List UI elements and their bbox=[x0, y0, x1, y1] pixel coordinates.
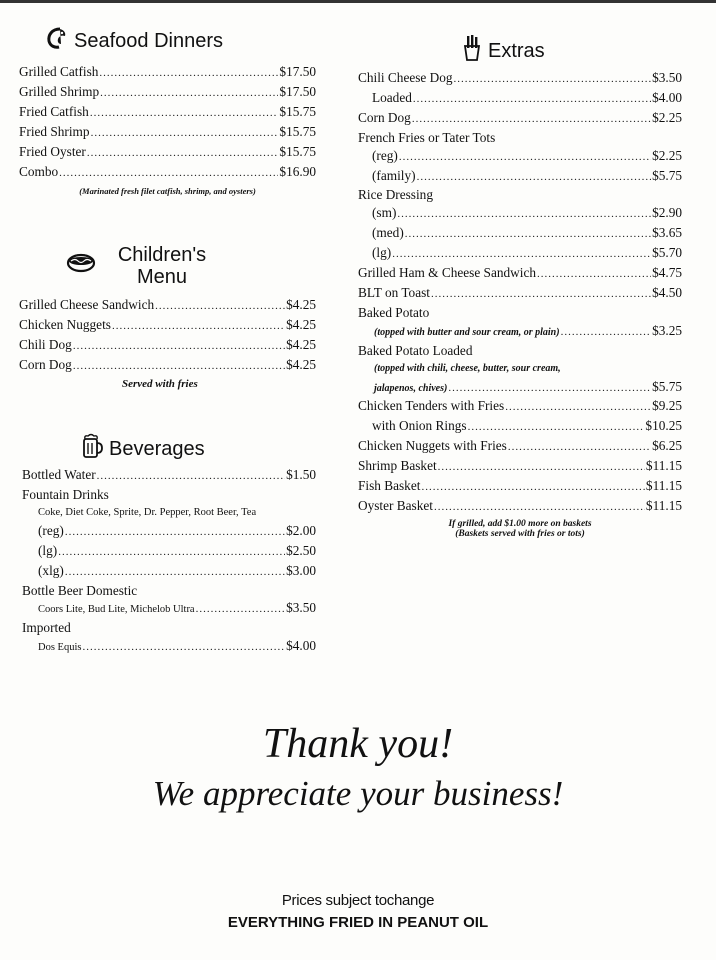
menu-item: (reg) ..... $2.25 bbox=[358, 147, 682, 167]
children-title-line2: Menu bbox=[136, 266, 188, 289]
rice-label: Rice Dressing bbox=[358, 187, 433, 203]
menu-item: Fried Oyster ..... $15.75 bbox=[19, 143, 316, 163]
seafood-header bbox=[46, 26, 316, 56]
menu-item: Chicken Nuggets ..... $4.25 bbox=[19, 316, 316, 336]
menu-item: with Onion Rings ..... $10.25 bbox=[358, 417, 682, 437]
beer-mug-icon bbox=[81, 433, 103, 465]
shrimp-icon bbox=[46, 26, 68, 56]
baked-loaded-label: Baked Potato Loaded bbox=[358, 342, 473, 358]
menu-item: Grilled Catfish ..... $17.50 bbox=[19, 63, 316, 83]
menu-item: (sm) ..... $2.90 bbox=[358, 204, 682, 224]
fountain-list: Coke, Diet Coke, Sprite, Dr. Pepper, Root Beer, Tea bbox=[38, 506, 257, 518]
menu-item: (lg) ..... $5.70 bbox=[358, 244, 682, 264]
menu-item: (family) ..... $5.75 bbox=[358, 167, 682, 187]
extras-title: Extras bbox=[488, 39, 545, 62]
menu-item: Corn Dog ..... $4.25 bbox=[19, 356, 316, 376]
menu-item: Chicken Tenders with Fries ..... $9.25 bbox=[358, 397, 682, 417]
menu-item: Chili Cheese Dog ..... $3.50 bbox=[358, 69, 682, 89]
extras-header bbox=[462, 36, 682, 66]
menu-item: (xlg) ..... $3.00 bbox=[22, 562, 316, 582]
menu-item: Shrimp Basket ..... $11.15 bbox=[358, 457, 682, 477]
fried-note: EVERYTHING FRIED IN PEANUT OIL bbox=[227, 914, 489, 931]
menu-item: (reg) ..... $2.00 bbox=[22, 522, 316, 542]
fountain-label: Fountain Drinks bbox=[22, 486, 109, 502]
prices-note: Prices subject tochange bbox=[281, 892, 435, 909]
imported-label: Imported bbox=[22, 620, 71, 636]
seafood-title: Seafood Dinners bbox=[74, 29, 223, 52]
menu-item: Loaded ..... $4.00 bbox=[358, 89, 682, 109]
menu-item: Combo ..... $16.90 bbox=[19, 163, 316, 183]
children-title-line1: Children's bbox=[117, 244, 207, 267]
beverages-title: Beverages bbox=[109, 437, 205, 460]
fries-icon bbox=[462, 35, 482, 67]
menu-item: Chicken Nuggets with Fries ..... $6.25 bbox=[358, 437, 682, 457]
menu-item: (topped with butter and sour cream, or plain) ..... $3.25 bbox=[358, 322, 682, 342]
hot-dog-icon bbox=[66, 250, 96, 279]
baskets-note-grilled: If grilled, add $1.00 more on baskets bbox=[448, 518, 592, 529]
children-note: Served with fries bbox=[122, 378, 198, 391]
menu-item: Fried Shrimp ..... $15.75 bbox=[19, 123, 316, 143]
baked-loaded-note: (topped with chili, cheese, butter, sour cream, bbox=[374, 362, 561, 374]
beverages-header bbox=[81, 434, 316, 464]
menu-item: jalapenos, chives) ..... $5.75 bbox=[358, 378, 682, 398]
seafood-note: (Marinated fresh filet catfish, shrimp, and oysters) bbox=[79, 186, 256, 197]
top-border bbox=[0, 0, 716, 3]
baked-label: Baked Potato bbox=[358, 304, 430, 320]
menu-item: BLT on Toast ..... $4.50 bbox=[358, 284, 682, 304]
left-column bbox=[19, 26, 316, 657]
menu-item: Chili Dog ..... $4.25 bbox=[19, 336, 316, 356]
menu-item: Fried Catfish ..... $15.75 bbox=[19, 103, 316, 123]
menu-item: Coors Lite, Bud Lite, Michelob Ultra ..... $3.50 bbox=[22, 599, 316, 619]
children-header bbox=[19, 244, 316, 288]
menu-item: Dos Equis ..... $4.00 bbox=[22, 637, 316, 657]
menu-item: (med) ..... $3.65 bbox=[358, 224, 682, 244]
right-column bbox=[358, 36, 682, 539]
beer-label: Bottle Beer Domestic bbox=[22, 582, 138, 598]
menu-item: Bottled Water ..... $1.50 bbox=[22, 466, 316, 486]
baskets-note-fries: (Baskets served with fries or tots) bbox=[455, 528, 585, 539]
menu-item: Oyster Basket ..... $11.15 bbox=[358, 497, 682, 517]
menu-item: Grilled Ham & Cheese Sandwich ..... $4.75 bbox=[358, 264, 682, 284]
menu-item: Grilled Cheese Sandwich ..... $4.25 bbox=[19, 296, 316, 316]
menu-item: Grilled Shrimp ..... $17.50 bbox=[19, 83, 316, 103]
fries-label: French Fries or Tater Tots bbox=[358, 129, 496, 145]
menu-item: (lg) ..... $2.50 bbox=[22, 542, 316, 562]
menu-item: Corn Dog ..... $2.25 bbox=[358, 109, 682, 129]
appreciate-text: We appreciate your business! bbox=[152, 774, 564, 813]
menu-item: Fish Basket ..... $11.15 bbox=[358, 477, 682, 497]
thank-you-text: Thank you! bbox=[262, 721, 454, 767]
